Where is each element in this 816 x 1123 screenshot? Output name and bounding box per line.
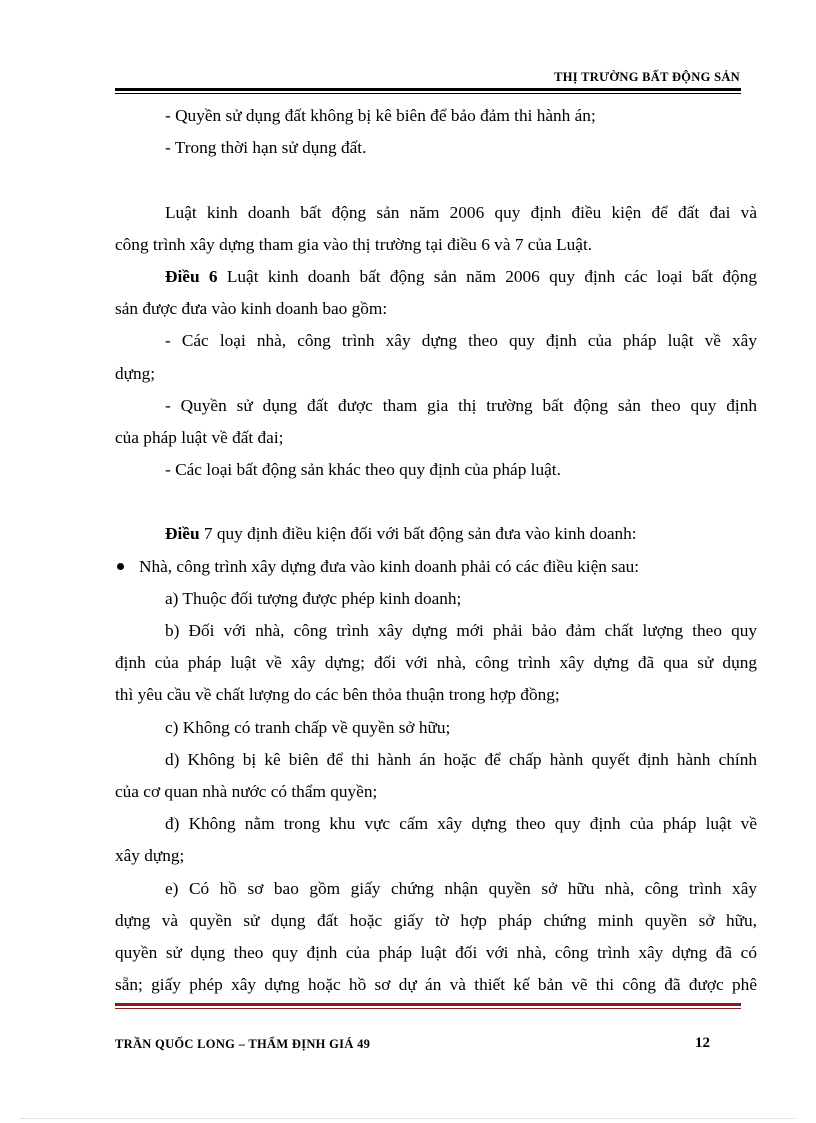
paragraph-line: dựng;	[115, 363, 156, 383]
paragraph-line: thì yêu cầu về chất lượng do các bên thỏa thuận trong hợp đồng;	[115, 685, 560, 705]
header-divider	[115, 88, 741, 94]
article-7-text: 7 quy định điều kiện đối với bất động sản đưa vào kinh doanh:	[199, 524, 637, 544]
paragraph-line: b) Đối với nhà, công trình xây dựng mới phải bảo đảm chất lượng theo quy	[165, 621, 757, 640]
paragraph-line: - Các loại nhà, công trình xây dựng theo quy định của pháp luật về xây	[165, 331, 757, 351]
paragraph-line: công trình xây dựng tham gia vào thị trường tại điều 6 và 7 của Luật.	[115, 234, 593, 254]
article-6-label: Điều 6	[165, 266, 218, 286]
paragraph-line: d) Không bị kê biên để thi hành án hoặc để chấp hành quyết định hành chính	[165, 749, 757, 769]
article-7-label: Điều	[165, 524, 200, 544]
paragraph-line: - Các loại bất động sản khác theo quy định của pháp luật.	[165, 460, 561, 480]
paragraph-line: a) Thuộc đối tượng được phép kinh doanh;	[165, 588, 462, 608]
article-6-text: Luật kinh doanh bất động sản năm 2006 quy định các loại bất động	[217, 266, 757, 286]
paragraph-line: - Quyền sử dụng đất được tham gia thị trường bất động sản theo quy định	[165, 395, 757, 415]
running-header-title: THỊ TRƯỜNG BẤT ĐỘNG SẢN	[554, 70, 740, 84]
paragraph-line: xây dựng;	[115, 846, 185, 866]
paragraph-line: - Trong thời hạn sử dụng đất.	[165, 138, 367, 158]
paragraph-line: định của pháp luật về xây dựng; đối với nhà, công trình xây dựng đã qua sử dụng	[115, 653, 757, 673]
paragraph-line: - Quyền sử dụng đất không bị kê biên để bảo đảm thi hành án;	[165, 106, 596, 125]
bullet-item	[115, 551, 757, 583]
article-6-heading-line	[115, 261, 757, 293]
page-number: 12	[695, 1035, 710, 1051]
page-bottom-edge	[20, 1118, 796, 1119]
paragraph-line: Luật kinh doanh bất động sản năm 2006 quy định điều kiện để đất đai và	[165, 202, 757, 222]
paragraph-line: sản được đưa vào kinh doanh bao gồm:	[115, 299, 388, 319]
bullet-icon	[117, 563, 124, 570]
paragraph-line: của pháp luật về đất đai;	[115, 427, 284, 447]
article-7-heading-line	[115, 518, 757, 550]
paragraph-gap	[115, 486, 757, 518]
paragraph-line: c) Không có tranh chấp về quyền sở hữu;	[165, 717, 451, 737]
footer-author: TRẦN QUỐC LONG – THẨM ĐỊNH GIÁ 49	[115, 1037, 371, 1051]
paragraph-line: quyền sử dụng theo quy định của pháp luật đối với nhà, công trình xây dựng đã có	[115, 942, 757, 962]
paragraph-line: sẵn; giấy phép xây dựng hoặc hồ sơ dự án và thiết kế bản vẽ thi công đã được phê	[115, 975, 757, 995]
paragraph-line: của cơ quan nhà nước có thẩm quyền;	[115, 781, 378, 801]
paragraph-gap	[115, 164, 757, 196]
paragraph-line: dựng và quyền sử dụng đất hoặc giấy tờ hợp pháp chứng minh quyền sở hữu,	[115, 910, 757, 930]
paragraph-line: e) Có hồ sơ bao gồm giấy chứng nhận quyền sở hữu nhà, công trình xây	[165, 878, 757, 898]
bullet-text: Nhà, công trình xây dựng đưa vào kinh doanh phải có các điều kiện sau:	[139, 556, 640, 576]
footer-divider	[115, 1003, 741, 1009]
paragraph-line: đ) Không nằm trong khu vực cấm xây dựng theo quy định của pháp luật về	[165, 814, 757, 834]
document-body	[115, 100, 757, 1001]
